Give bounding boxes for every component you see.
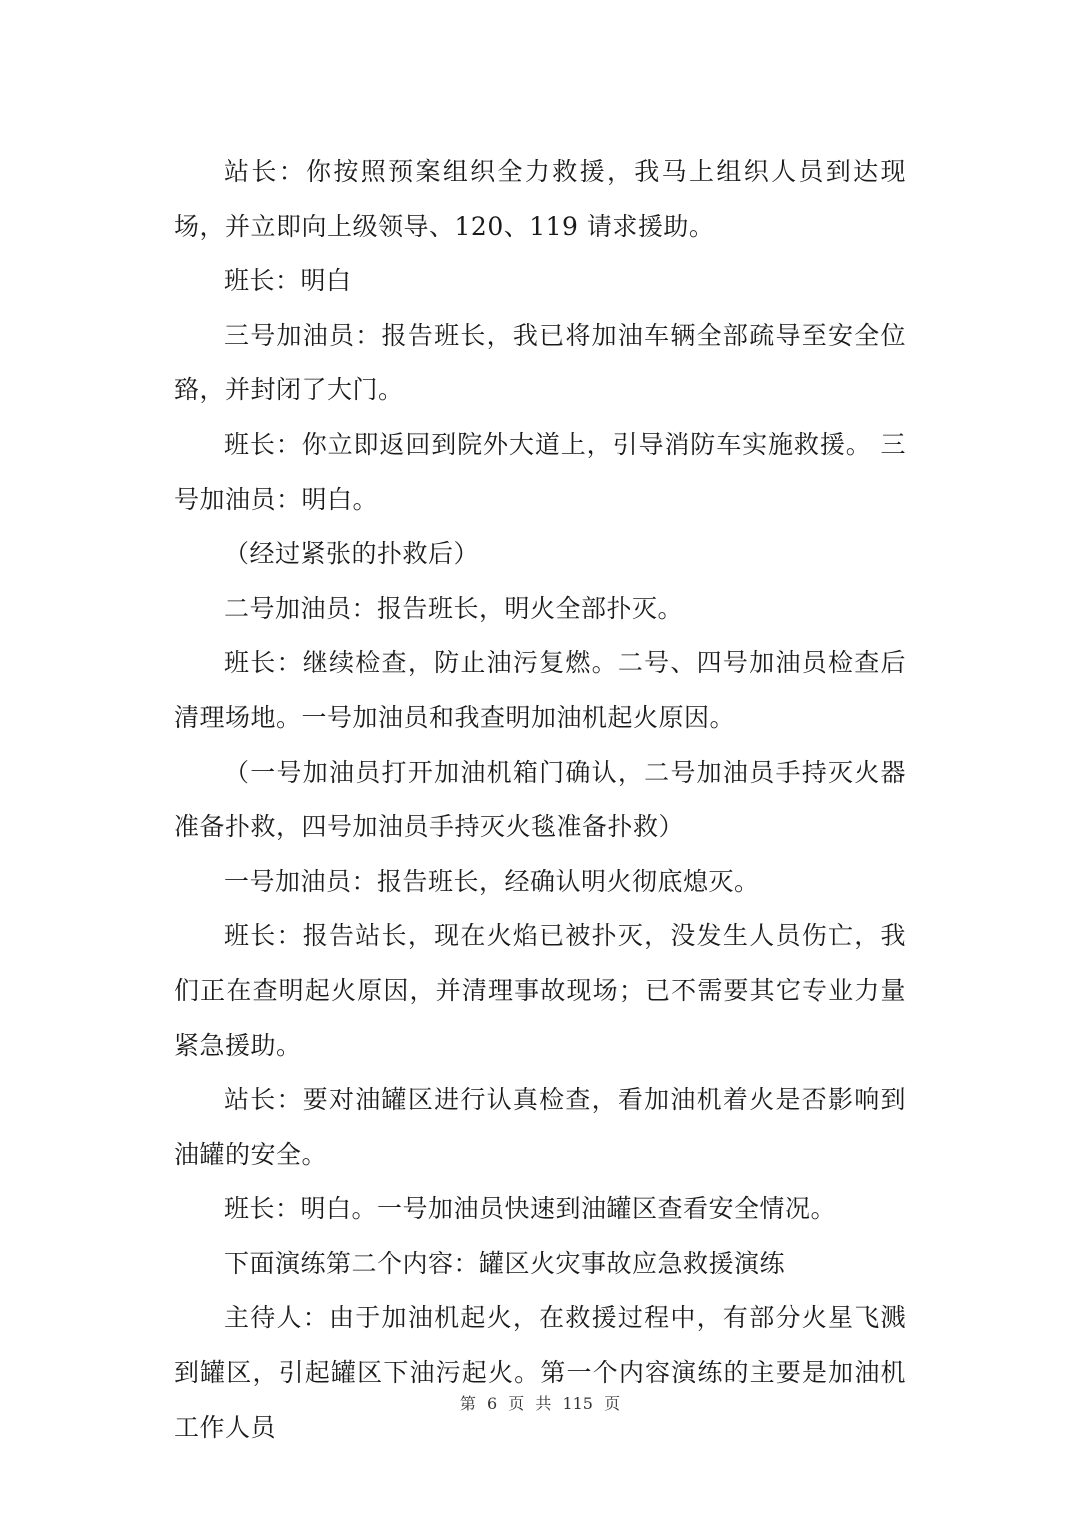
paragraph: （经过紧张的扑救后） — [224, 539, 480, 569]
paragraph: 下面演练第二个内容：罐区火灾事故应急救援演练 — [224, 1248, 786, 1278]
document-body — [174, 145, 906, 1455]
paragraph: 一号加油员：报告班长，经确认明火彻底熄灭。 — [224, 866, 760, 896]
paragraph: 班长：报告站长，现在火焰已被扑灭，没发生人员伤亡，我们正在查明起火原因，并清理事故现场；已不需要其它专业力量紧急援助。 — [174, 921, 906, 1060]
paragraph: 站长：要对油罐区进行认真检查，看加油机着火是否影响到油罐的安全。 — [174, 1085, 906, 1169]
paragraph: 二号加油员：报告班长，明火全部扑灭。 — [224, 593, 684, 623]
paragraph: 班长：明白。一号加油员快速到油罐区查看安全情况。 — [224, 1194, 837, 1224]
paragraph: （一号加油员打开加油机箱门确认，二号加油员手持灭火器准备扑救，四号加油员手持灭火毯准备扑救） — [174, 757, 906, 842]
paragraph: 三号加油员：报告班长，我已将加油车辆全部疏导至安全位臵，并封闭了大门。 — [174, 320, 906, 405]
paragraph: 班长：你立即返回到院外大道上，引导消防车实施救援。 三号加油员：明白。 — [174, 429, 906, 514]
paragraph: 主待人：由于加油机起火，在救援过程中，有部分火星飞溅到罐区，引起罐区下油污起火。第一个内容演练的主要是加油机工作人员 — [174, 1303, 906, 1442]
paragraph: 站长：你按照预案组织全力救援，我马上组织人员到达现场，并立即向上级领导、120、119 请求援助。 — [174, 157, 906, 241]
page-number: 第 6 页 共 115 页 — [459, 1394, 621, 1413]
paragraph: 班长：明白 — [224, 266, 352, 296]
paragraph: 班长：继续检查，防止油污复燃。二号、四号加油员检查后清理场地。一号加油员和我查明加油机起火原因。 — [174, 648, 906, 732]
